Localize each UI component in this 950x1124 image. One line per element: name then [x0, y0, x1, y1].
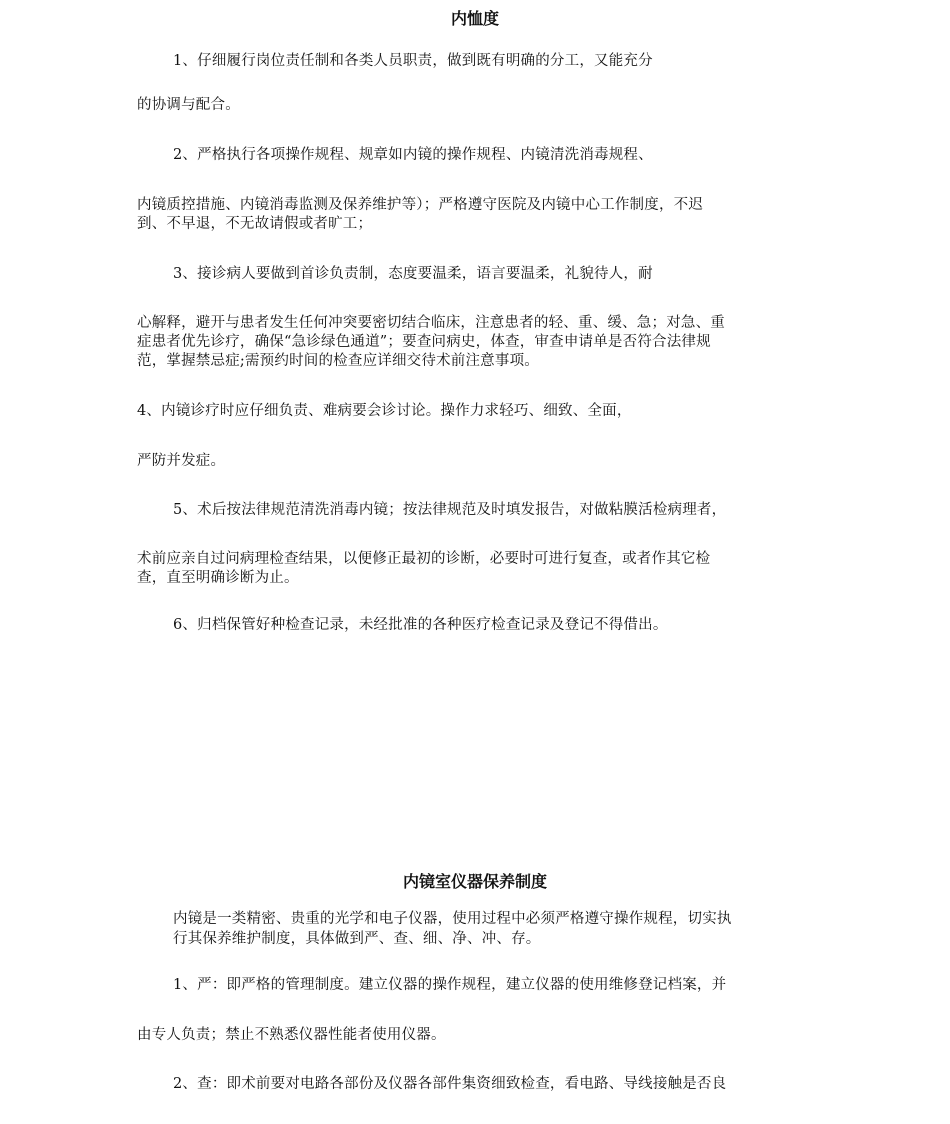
paragraph-line: 的协调与配合。 — [137, 97, 240, 113]
paragraph-line: 3、接诊病人要做到首诊负责制，态度要温柔，语言要温柔，礼貌待人，耐 — [173, 266, 653, 282]
paragraph-line: 行其保养维护制度，具体做到严、查、细、净、冲、存。 — [173, 931, 541, 947]
paragraph-line: 1、仔细履行岗位责任制和各类人员职责，做到既有明确的分工，又能充分 — [173, 53, 653, 69]
paragraph-line: 症患者优先诊疗，确保“急诊绿色通道”；要查问病史，体查，审查申请单是否符合法律规 — [137, 334, 711, 350]
paragraph-line: 查，直至明确诊断为止。 — [137, 570, 299, 586]
paragraph-line: 由专人负责；禁止不熟悉仪器性能者使用仪器。 — [137, 1027, 446, 1043]
paragraph-line: 到、不早退，不无故请假或者旷工； — [137, 216, 373, 232]
paragraph-line: 范，掌握禁忌症;需预约时间的检查应详细交待术前注意事项。 — [137, 353, 539, 369]
section-title-neixudu: 内恤度 — [450, 9, 499, 28]
paragraph-line: 4、内镜诊疗时应仔细负责、难病要会诊讨论。操作力求轻巧、细致、全面， — [137, 403, 632, 419]
paragraph-line: 内镜是一类精密、贵重的光学和电子仪器，使用过程中必须严格遵守操作规程，切实执 — [173, 911, 732, 927]
paragraph-line: 术前应亲自过问病理检查结果，以便修正最初的诊断，必要时可进行复查，或者作其它检 — [137, 551, 711, 567]
paragraph-line: 1、严：即严格的管理制度。建立仪器的操作规程，建立仪器的使用维修登记档案，并 — [173, 977, 727, 993]
paragraph-line: 内镜质控措施、内镜消毒监测及保养维护等）；严格遵守医院及内镜中心工作制度，不迟 — [137, 197, 704, 213]
section-title-instrument-maintenance: 内镜室仪器保养制度 — [402, 872, 547, 891]
paragraph-line: 2、查：即术前要对电路各部份及仪器各部件集资细致检查，看电路、导线接触是否良 — [173, 1076, 727, 1092]
paragraph-line: 严防并发症。 — [137, 453, 226, 469]
paragraph-line: 2、严格执行各项操作规程、规章如内镜的操作规程、内镜清洗消毒规程、 — [173, 147, 653, 163]
paragraph-line: 心解释，避开与患者发生任何冲突要密切结合临床，注意患者的轻、重、缓、急；对急、重 — [137, 315, 725, 331]
paragraph-line: 6、归档保管好种检查记录，未经批准的各种医疗检查记录及登记不得借出。 — [173, 617, 668, 633]
paragraph-line: 5、术后按法律规范清洗消毒内镜；按法律规范及时填发报告，对做粘膜活检病理者， — [173, 502, 727, 518]
